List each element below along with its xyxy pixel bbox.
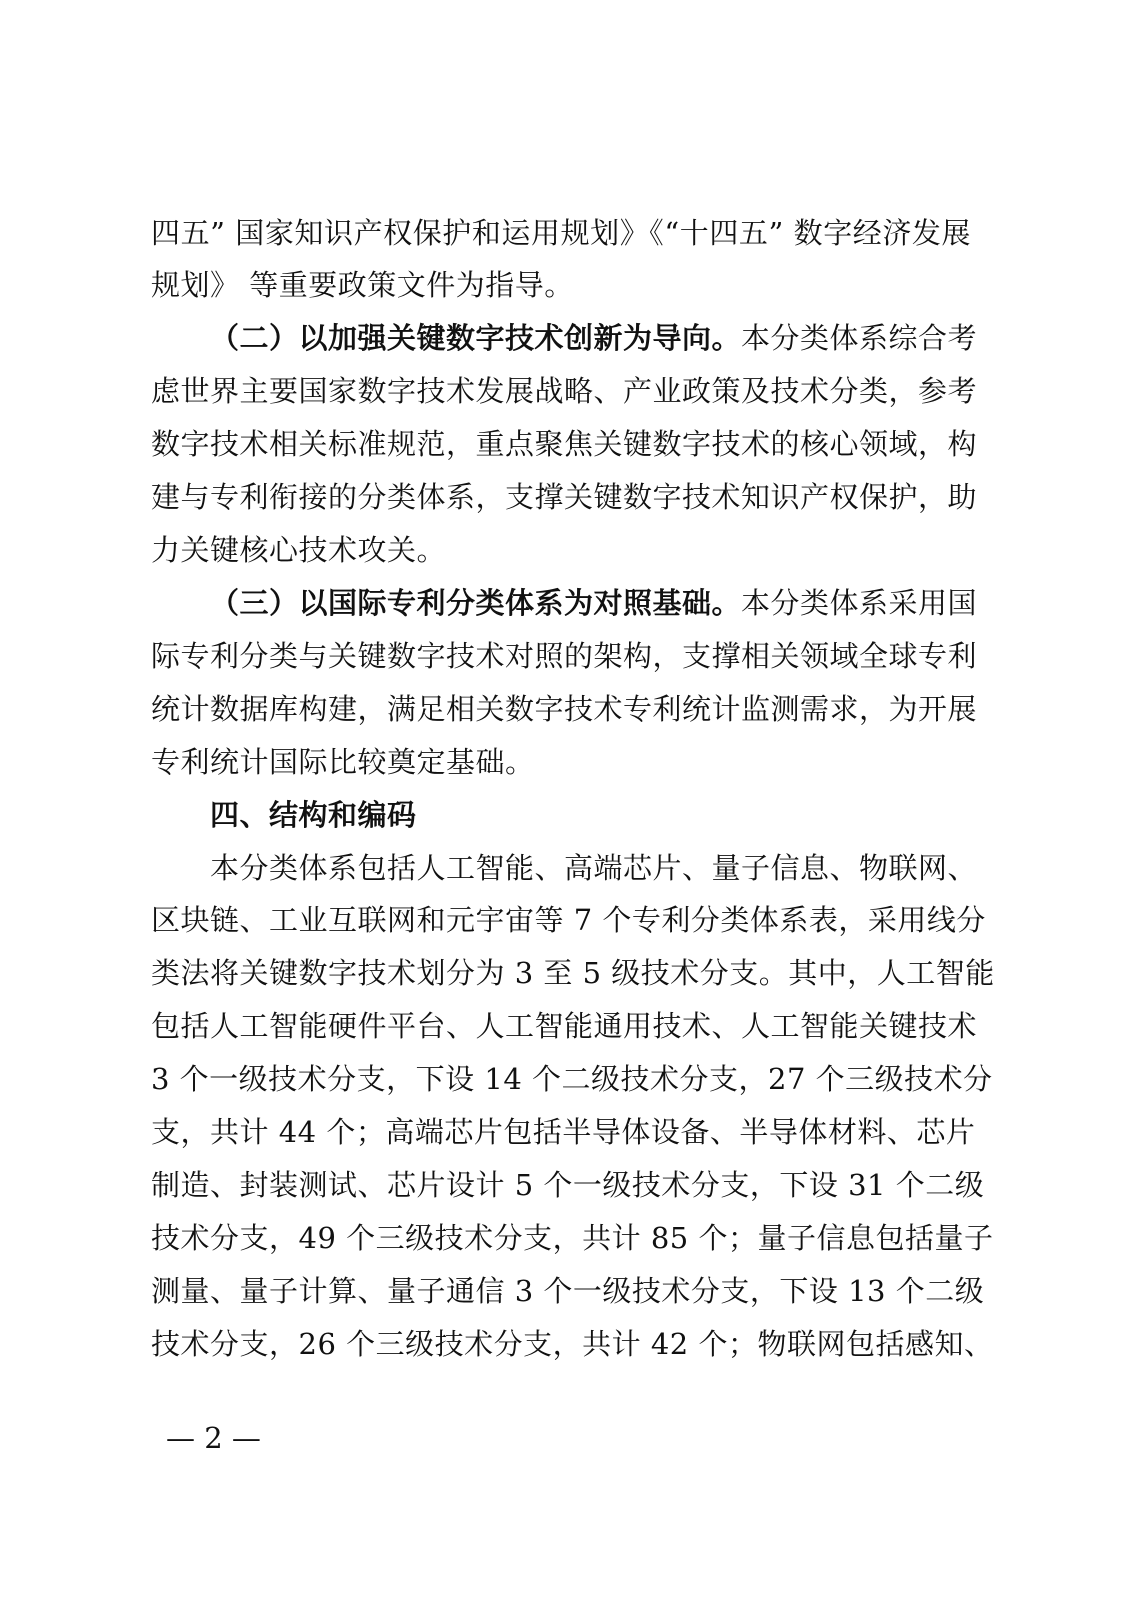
paragraph-4-line-9: 测量、量子计算、量子通信 3 个一级技术分支，下设 13 个二级 [151, 1274, 985, 1308]
paragraph-2-line-1-text: 本分类体系综合考 [741, 321, 978, 355]
paragraph-3-line-1-text: 本分类体系采用国 [741, 586, 978, 620]
paragraph-2-heading: （二）以加强关键数字技术创新为导向。 [210, 321, 742, 355]
paragraph-4-line-8: 技术分支，49 个三级技术分支，共计 85 个；量子信息包括量子 [151, 1221, 994, 1255]
paragraph-4-line-7: 制造、封装测试、芯片设计 5 个一级技术分支，下设 31 个二级 [151, 1168, 985, 1202]
paragraph-2-line-5: 力关键核心技术攻关。 [151, 533, 447, 567]
paragraph-3-line-4: 专利统计国际比较奠定基础。 [151, 745, 535, 779]
paragraph-2-line-3: 数字技术相关标准规范，重点聚焦关键数字技术的核心领域，构 [151, 427, 978, 461]
paragraph-2-line-1 [210, 318, 978, 358]
paragraph-4-line-6: 支，共计 44 个；高端芯片包括半导体设备、半导体材料、芯片 [151, 1115, 976, 1149]
paragraph-4-line-1: 本分类体系包括人工智能、高端芯片、量子信息、物联网、 [210, 851, 978, 885]
paragraph-3-line-3: 统计数据库构建，满足相关数字技术专利统计监测需求，为开展 [151, 692, 978, 726]
paragraph-3-heading: （三）以国际专利分类体系为对照基础。 [210, 586, 742, 620]
paragraph-3-line-2: 际专利分类与关键数字技术对照的架构，支撑相关领域全球专利 [151, 639, 978, 673]
paragraph-2-line-4: 建与专利衔接的分类体系，支撑关键数字技术知识产权保护，助 [151, 480, 978, 514]
paragraph-1-line-2: 规划》 等重要政策文件为指导。 [151, 268, 574, 302]
paragraph-4-line-4: 包括人工智能硬件平台、人工智能通用技术、人工智能关键技术 [151, 1009, 978, 1043]
paragraph-4-line-3: 类法将关键数字技术划分为 3 至 5 级技术分支。其中，人工智能 [151, 956, 995, 990]
paragraph-4-line-2: 区块链、工业互联网和元宇宙等 7 个专利分类体系表，采用线分 [151, 903, 986, 937]
paragraph-4-line-5: 3 个一级技术分支，下设 14 个二级技术分支，27 个三级技术分 [151, 1062, 993, 1096]
page-number: — 2 — [166, 1421, 261, 1455]
paragraph-2-line-2: 虑世界主要国家数字技术发展战略、产业政策及技术分类，参考 [151, 374, 978, 408]
paragraph-3-line-1 [210, 583, 978, 623]
paragraph-4-line-10: 技术分支，26 个三级技术分支，共计 42 个；物联网包括感知、 [151, 1327, 994, 1361]
paragraph-1-line-1: 四五” 国家知识产权保护和运用规划》《“十四五” 数字经济发展 [151, 216, 971, 250]
section-heading: 四、结构和编码 [210, 798, 417, 832]
